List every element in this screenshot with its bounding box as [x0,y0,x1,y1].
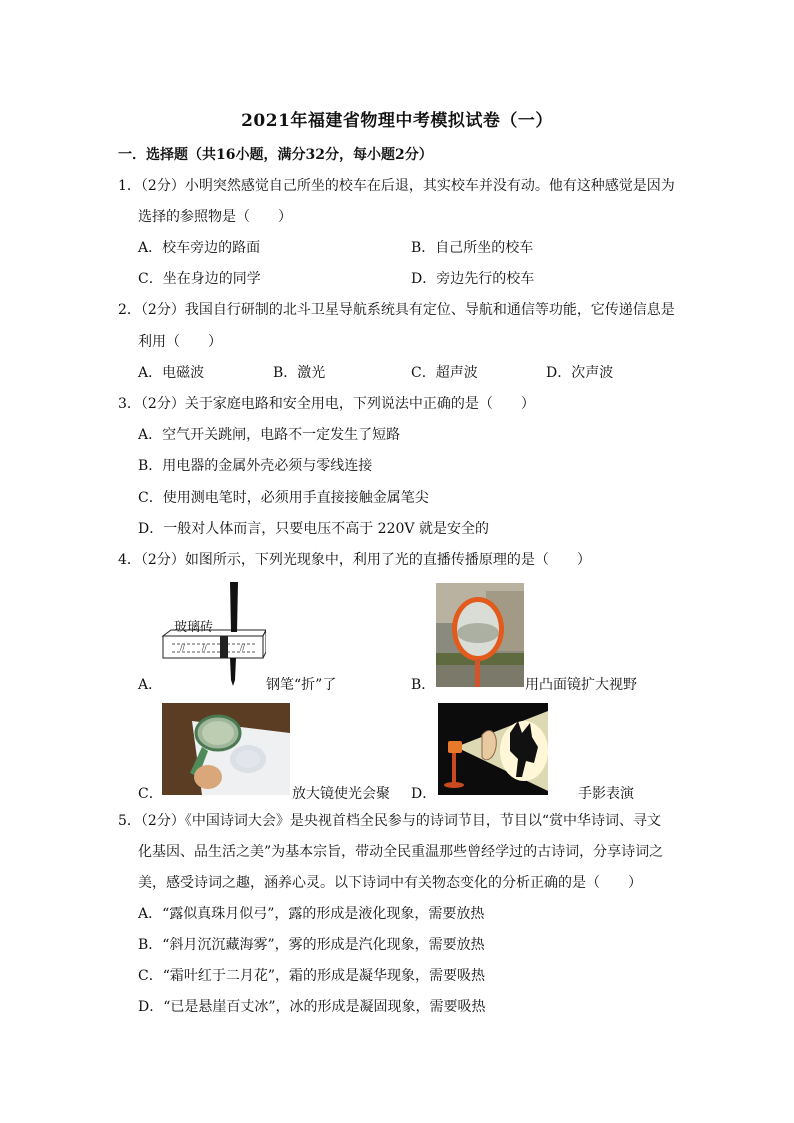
question-3-option-a: A．空气开关跳闸，电路不一定发生了短路 [138,427,401,443]
convex-mirror-illustration [436,583,524,687]
magnifying-glass-illustration [162,703,290,795]
exam-title: 2021年福建省物理中考模拟试卷（一） [241,111,553,131]
question-3-stem: 3．（2分）关于家庭电路和安全用电，下列说法中正确的是（ ） [118,396,535,412]
hand-shadow-illustration [438,703,548,795]
question-2-option-c: C．超声波 [411,365,478,381]
glass-brick-label: 玻璃砖 [174,620,214,635]
question-1-option-c: C．坐在身边的同学 [138,271,261,287]
figure-hand-shadow [438,703,548,795]
question-5-stem-cont-1: 化基因、品生活之美”为基本宗旨，带动全民重温那些曾经学过的古诗词，分享诗词之 [138,844,664,860]
question-1-option-b: B．自己所坐的校车 [411,240,534,256]
question-1-stem-cont: 选择的参照物是（ ） [138,209,292,225]
question-4-option-b-caption: 用凸面镜扩大视野 [525,677,637,693]
question-5-option-d: D．“已是悬崖百丈冰”，冰的形成是凝固现象，需要吸热 [138,999,486,1015]
svg-text://: // [180,644,185,652]
question-1-stem: 1．（2分）小明突然感觉自己所坐的校车在后退，其实校车并没有动。他有这种感觉是因为 [118,178,675,194]
question-4-option-b-letter: B． [411,677,436,693]
question-3-option-c: C．使用测电笔时，必须用手直接接触金属笔尖 [138,490,429,506]
question-4-option-d-letter: D． [411,786,437,802]
question-2-stem: 2．（2分）我国自行研制的北斗卫星导航系统具有定位、导航和通信等功能，它传递信息是 [118,302,675,318]
question-5-option-a: A．“露似真珠月似弓”，露的形成是液化现象，需要放热 [138,906,485,922]
question-5-stem-cont-2: 美，感受诗词之趣，涵养心灵。以下诗词中有关物态变化的分析正确的是（ ） [138,875,642,891]
svg-text://: // [240,644,245,652]
question-4-stem: 4．（2分）如图所示，下列光现象中，利用了光的直播传播原理的是（ ） [118,552,591,568]
question-3-option-d: D．一般对人体而言，只要电压不高于 220V 就是安全的 [138,521,489,537]
question-2-option-d: D．次声波 [546,365,614,381]
question-4-option-c-letter: C． [138,786,163,802]
section-heading: 一．选择题（共16小题，满分32分，每小题2分） [118,147,433,163]
question-2-option-a: A．电磁波 [138,365,205,381]
figure-convex-mirror [436,583,524,687]
question-5-stem: 5．（2分）《中国诗词大会》是央视首档全民参与的诗词节目，节目以“赏中华诗词、寻文 [118,813,661,829]
question-3-option-b: B．用电器的金属外壳必须与零线连接 [138,458,373,474]
question-4-option-a-letter: A． [138,677,163,693]
figure-magnifying-glass [162,703,290,795]
question-1-option-a: A．校车旁边的路面 [138,240,261,256]
question-2-option-b: B．激光 [273,365,326,381]
question-4-option-c-caption: 放大镜使光会聚 [292,786,390,802]
question-4-option-d-caption: 手影表演 [578,786,634,802]
question-4-option-a-caption: 钢笔“折”了 [266,677,337,693]
question-5-option-c: C．“霜叶红于二月花”，霜的形成是凝华现象，需要吸热 [138,968,486,984]
question-5-option-b: B．“斜月沉沉藏海雾”，雾的形成是汽化现象，需要放热 [138,937,485,953]
question-1-option-d: D．旁边先行的校车 [411,271,535,287]
svg-text://: // [202,644,207,652]
figure-pen-glass-brick [160,580,266,688]
question-2-stem-cont: 利用（ ） [138,334,222,350]
